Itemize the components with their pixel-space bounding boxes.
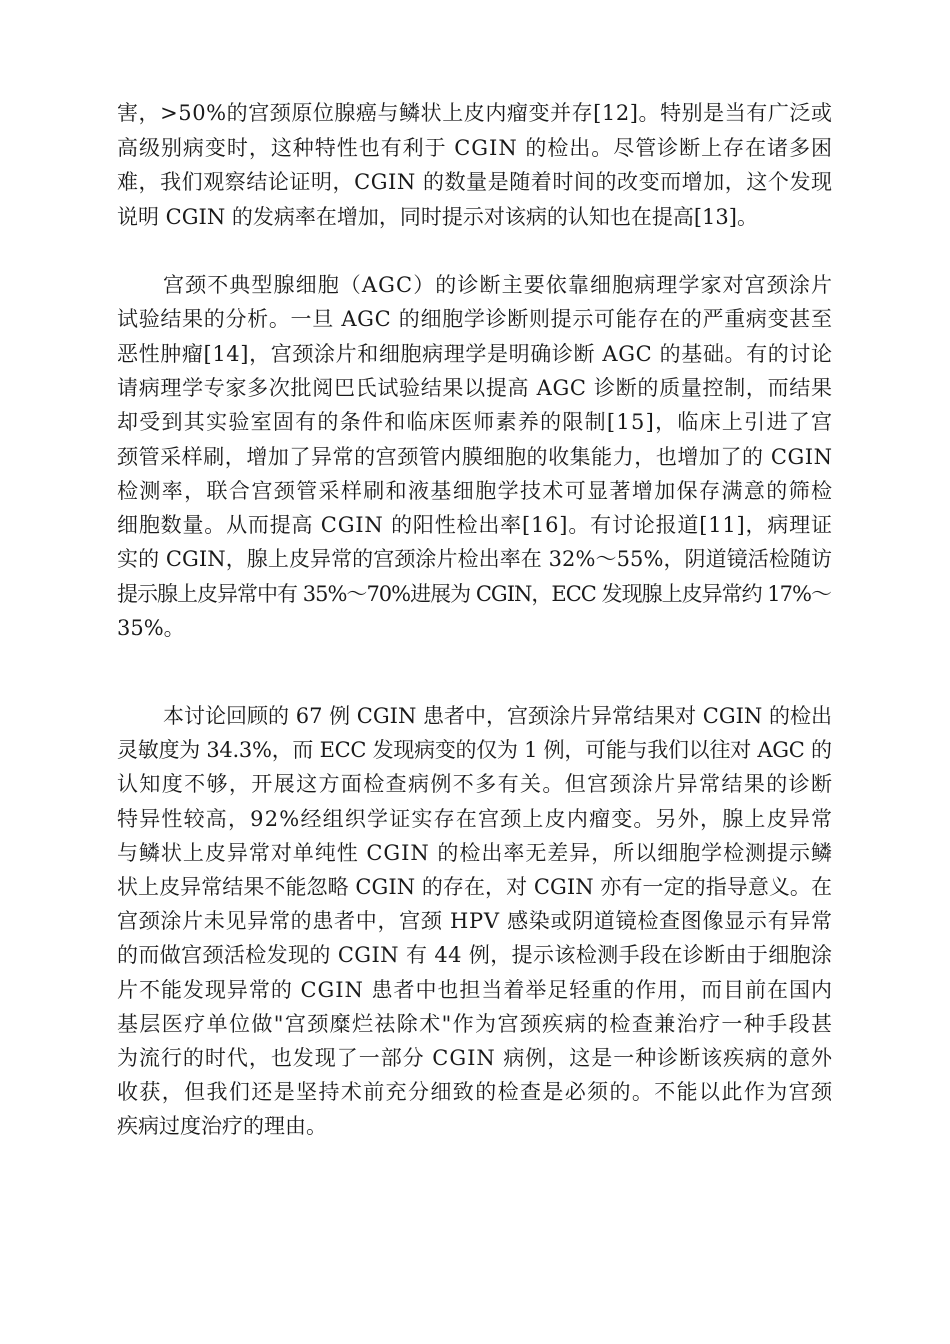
text-line <box>0 131 950 165</box>
text-line-content: 为流行的时代，也发现了一部分 CGIN 病例，这是一种诊断该疾病的意外 <box>117 1046 833 1070</box>
text-line <box>0 938 950 972</box>
text-line-content: 特异性较高，92%经组织学证实存在宫颈上皮内瘤变。另外，腺上皮异常 <box>117 806 834 831</box>
text-line <box>0 302 950 336</box>
text-line-content: 与鳞状上皮异常对单纯性 CGIN 的检出率无差异，所以细胞学检测提示鳞 <box>117 840 833 865</box>
text-line-content: 疾病过度治疗的理由。 <box>117 1114 327 1139</box>
text-line-content: 细胞数量。从而提高 CGIN 的阳性检出率[16]。有讨论报道[11]，病理证 <box>117 513 833 538</box>
text-line-content: 灵敏度为 34.3%，而 ECC 发现病变的仅为 1 例，可能与我们以往对 AGC 的 <box>117 738 832 763</box>
text-line <box>0 405 950 439</box>
text-line-content: 害，>50%的宫颈原位腺癌与鳞状上皮内瘤变并存[12]。特别是当有广泛或 <box>117 101 833 125</box>
text-line-content: 试验结果的分析。一旦 AGC 的细胞学诊断则提示可能存在的严重病变甚至 <box>117 307 833 332</box>
text-line-content: 收获，但我们还是坚持术前充分细致的检查是必须的。不能以此作为宫颈 <box>117 1080 834 1105</box>
text-line <box>0 268 950 302</box>
text-line-content: 认知度不够，开展这方面检查病例不多有关。但宫颈涂片异常结果的诊断 <box>117 772 834 797</box>
text-line <box>0 508 950 542</box>
text-line-content: 却受到其实验室固有的条件和临床医师素养的限制[15]，临床上引进了宫 <box>117 410 834 435</box>
text-line-content: 提示腺上皮异常中有 35%～70%进展为 CGIN，ECC 发现腺上皮异常约 17%～ <box>117 581 831 606</box>
text-line <box>0 200 950 234</box>
text-line <box>0 1075 950 1109</box>
text-line <box>0 767 950 801</box>
text-line-content: 颈管采样刷，增加了异常的宫颈管内膜细胞的收集能力，也增加了的 CGIN <box>117 444 833 469</box>
text-line <box>0 870 950 904</box>
text-line <box>0 611 950 645</box>
text-line <box>0 1041 950 1075</box>
text-line <box>0 836 950 870</box>
text-line <box>0 733 950 767</box>
text-line-content: 说明 CGIN 的发病率在增加，同时提示对该病的认知也在提高[13]。 <box>117 205 758 230</box>
text-line-content: 请病理学专家多次批阅巴氏试验结果以提高 AGC 诊断的质量控制，而结果 <box>117 375 833 400</box>
text-line-content: 检测率，联合宫颈管采样刷和液基细胞学技术可显著增加保存满意的筛检 <box>117 478 834 503</box>
text-line <box>0 904 950 938</box>
text-line-content: 35%。 <box>117 616 185 640</box>
text-line <box>0 699 950 733</box>
text-line-content: 宫颈不典型腺细胞（AGC）的诊断主要依靠细胞病理学家对宫颈涂片 <box>163 273 834 297</box>
text-line-content: 实的 CGIN，腺上皮异常的宫颈涂片检出率在 32%～55%，阴道镜活检随访 <box>117 547 833 572</box>
text-line <box>0 1109 950 1143</box>
text-line <box>0 802 950 836</box>
text-line-content: 难，我们观察结论证明，CGIN 的数量是随着时间的改变而增加，这个发现 <box>117 170 833 195</box>
text-line <box>0 440 950 474</box>
text-line-content: 片不能发现异常的 CGIN 患者中也担当着举足轻重的作用，而目前在国内 <box>117 977 833 1002</box>
text-line-content: 基层医疗单位做"宫颈糜烂祛除术"作为宫颈疾病的检查兼治疗一种手段甚 <box>117 1011 834 1036</box>
text-line <box>0 96 950 130</box>
text-line <box>0 371 950 405</box>
text-line <box>0 973 950 1007</box>
text-line <box>0 337 950 371</box>
text-line <box>0 542 950 576</box>
text-line-content: 高级别病变时，这种特性也有利于 CGIN 的检出。尽管诊断上存在诸多困 <box>117 135 833 160</box>
text-line-content: 状上皮异常结果不能忽略 CGIN 的存在，对 CGIN 亦有一定的指导意义。在 <box>117 875 833 899</box>
text-line <box>0 577 950 611</box>
text-line-content: 的而做宫颈活检发现的 CGIN 有 44 例，提示该检测手段在诊断由于细胞涂 <box>117 943 833 968</box>
text-line-content: 本讨论回顾的 67 例 CGIN 患者中，宫颈涂片异常结果对 CGIN 的检出 <box>163 704 832 728</box>
text-line <box>0 474 950 508</box>
text-line <box>0 1007 950 1041</box>
text-line <box>0 165 950 199</box>
text-line-content: 宫颈涂片未见异常的患者中，宫颈 HPV 感染或阴道镜检查图像显示有异常 <box>117 909 833 934</box>
text-line-content: 恶性肿瘤[14]，宫颈涂片和细胞病理学是明确诊断 AGC 的基础。有的讨论 <box>117 341 833 366</box>
